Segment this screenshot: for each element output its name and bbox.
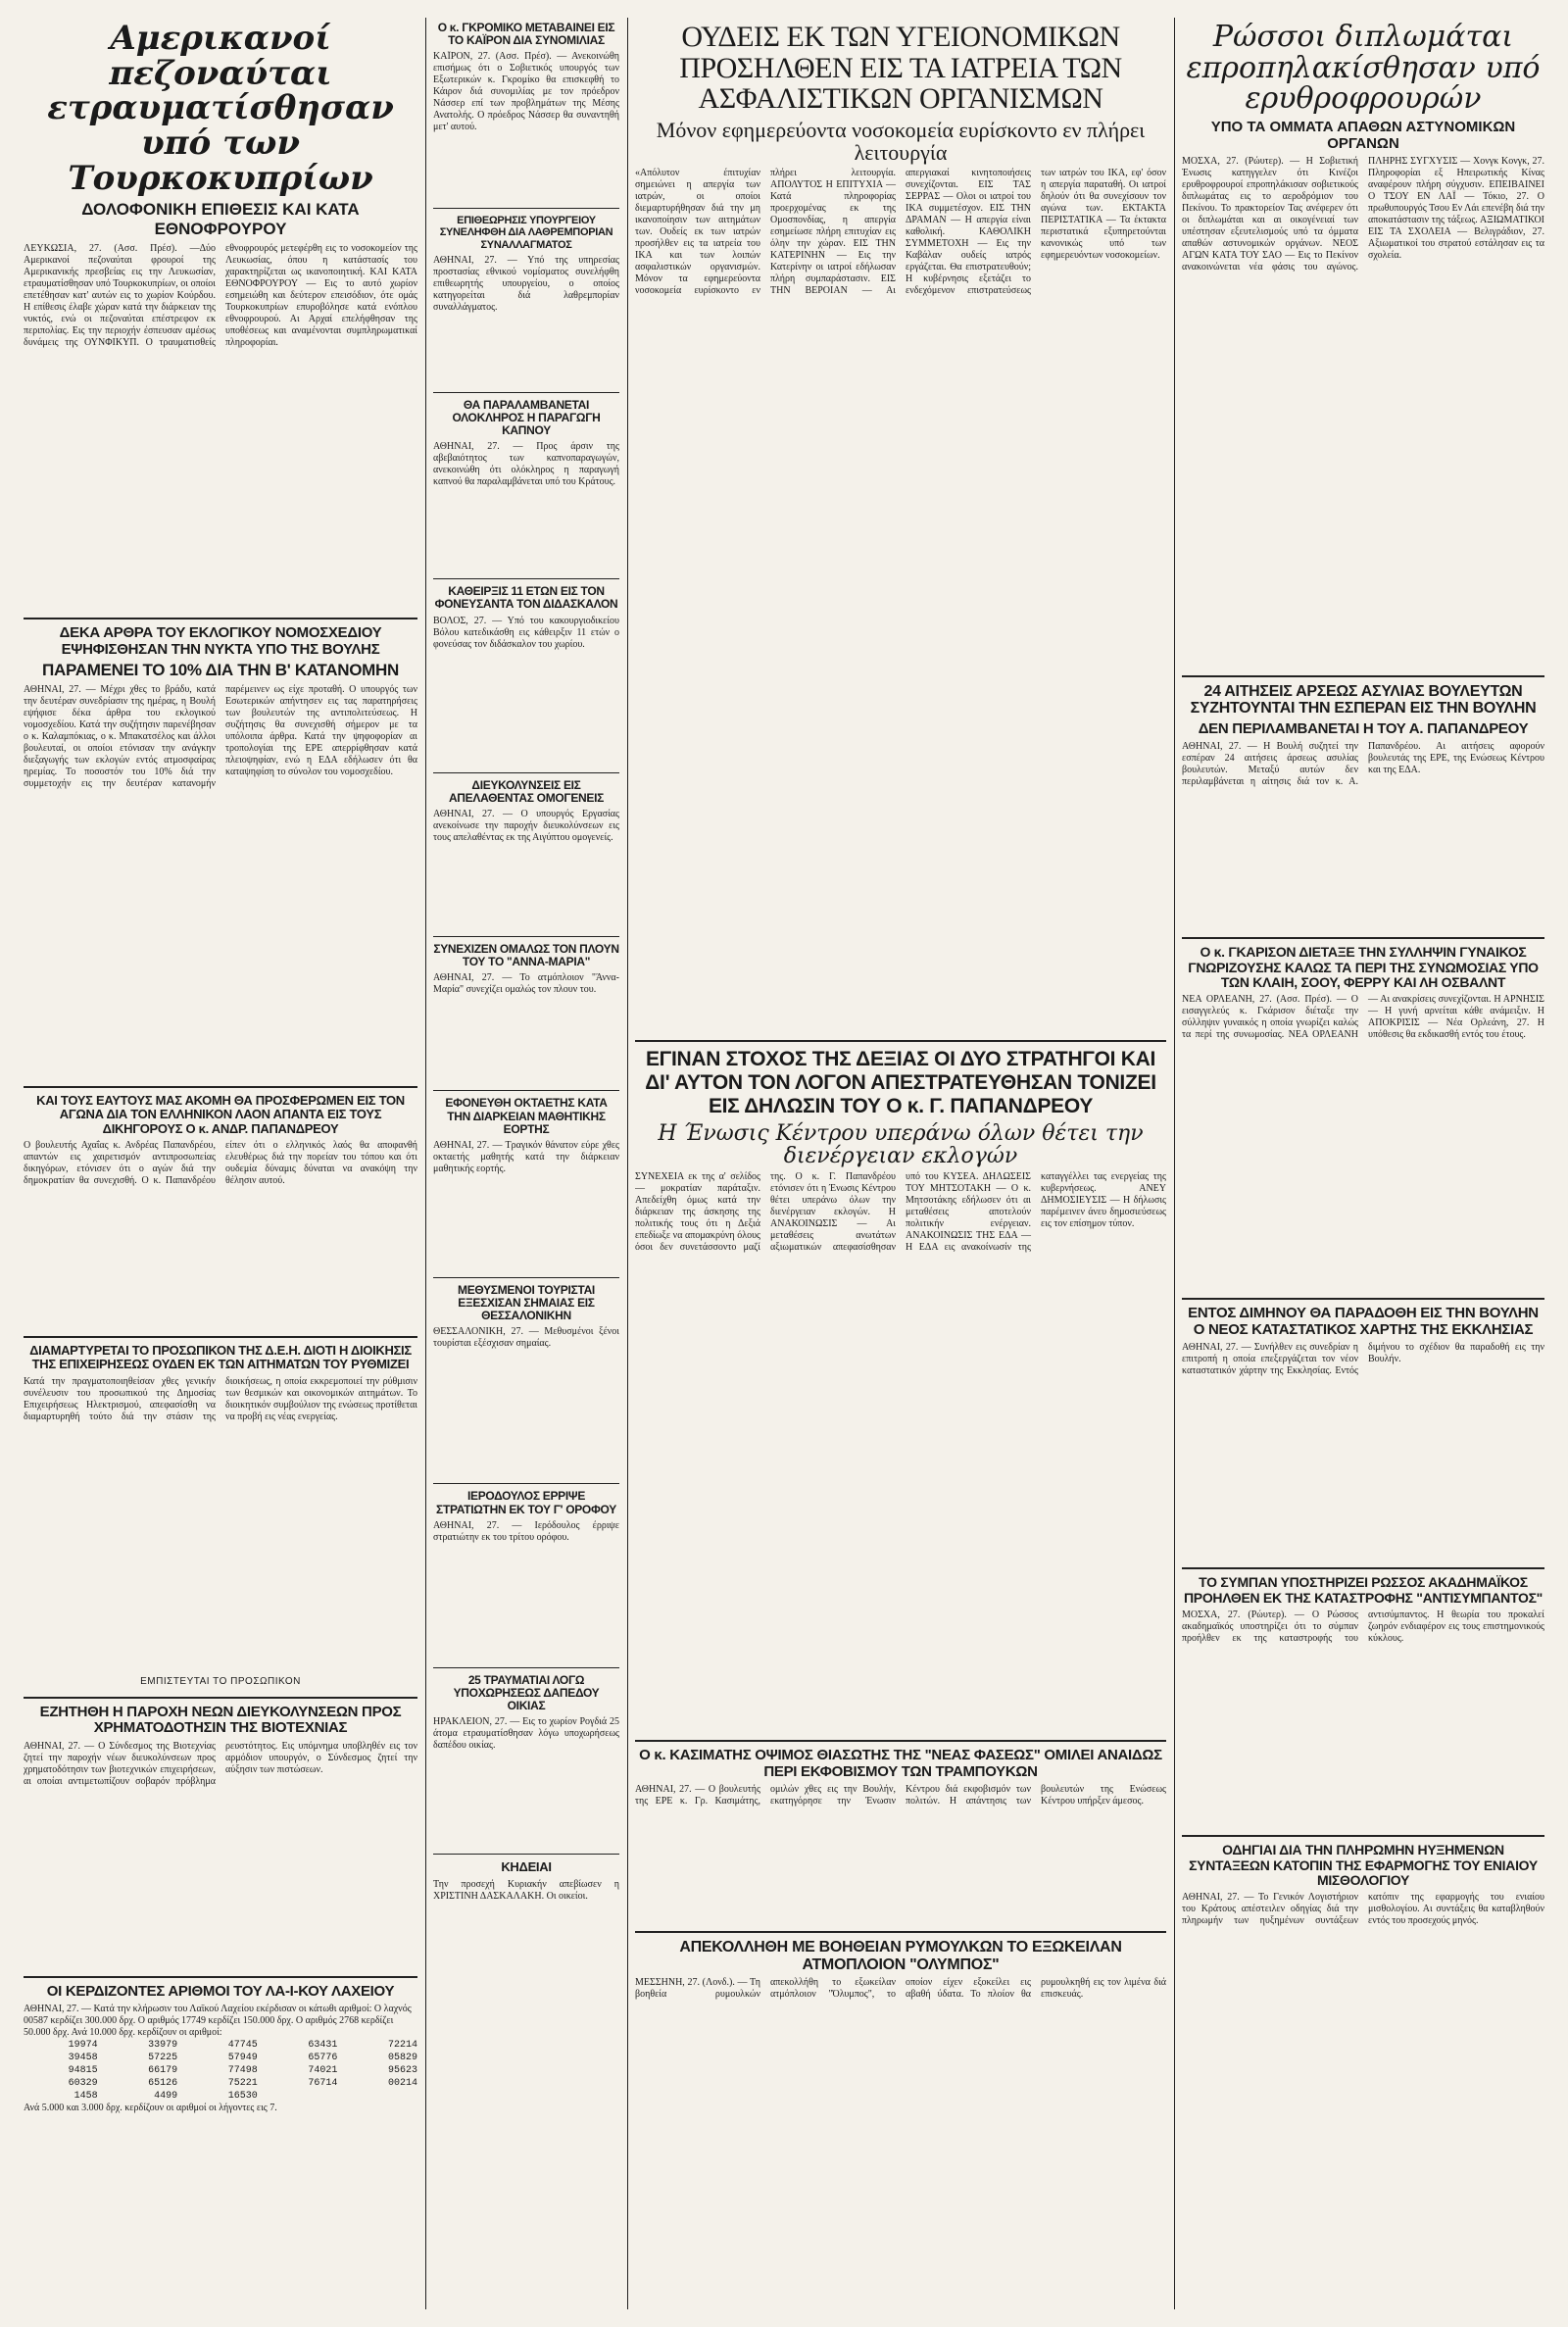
article-teacher-murder <box>433 585 619 762</box>
article-body: ΛΕΥΚΩΣΙΑ, 27. (Ασσ. Πρέσ). —Δύο Αμερικανοί πεζοναύται φρουροί της Αμερικανικής πρεσβείας εις την Λευκωσίαν, ετραυματίσθησαν υπό Τουρκοκυπρίων, οι οποίοι επετέθησαν κατ' αυτών εις το χωρίον Κούρδου. Η επίθεσις έλαβε χώραν κατά την διάρκειαν της νυκτός, ενώ οι πεζοναύται επέστρεφον εκ περιπολίας. Εις την περιοχήν έσπευσαν αμέσως δυνάμεις της ΟΥΝΦΙΚΥΠ. Ο τραυματισθείς εθνοφρουρός μετεφέρθη εις το νοσοκομείον της Λευκωσίας, όπου η κατάστασίς του χαρακτηρίζεται ως ικανοποιητική. ΚΑΙ ΚΑΤΑ ΕΘΝΟΦΡΟΥΡΟΥ — Εις το αυτό χωρίον εσημειώθη και δεύτερον επεισόδιον, ότε ομάς Τουρκοκυπρίων επυροβόλησε κατά ενόπλου εθνοφρουρού. Αι Αρχαί επελήφθησαν της υποθέσεως και αναμένονται συμπληρωματικαί πληροφορίαι. <box>24 243 417 349</box>
headline: ΚΑΙ ΤΟΥΣ ΕΑΥΤΟΥΣ ΜΑΣ ΑΚΟΜΗ ΘΑ ΠΡΟΣΦΕΡΩΜΕΝ ΕΙΣ ΤΟΝ ΑΓΩΝΑ ΔΙΑ ΤΟΝ ΕΛΛΗΝΙΚΟΝ ΛΑΟΝ ΑΠΑΝΤΑ ΕΙΣ ΤΟΥΣ ΔΙΚΗΓΟΡΟΥΣ Ο κ. ΑΝΔΡ. ΠΑΠΑΝΔΡΕΟΥ <box>36 1093 405 1136</box>
headline: Ο κ. ΚΑΣΙΜΑΤΗΣ ΟΨΙΜΟΣ ΘΙΑΣΩΤΗΣ ΤΗΣ "ΝΕΑΣ ΦΑΣΕΩΣ" ΟΜΙΛΕΙ ΑΝΑΙΔΩΣ ΠΕΡΙ ΕΚΦΟΒΙΣΜΟΥ ΤΩΝ ΤΡΑΜΠΟΥΚΩΝ <box>639 1747 1162 1780</box>
article-body: Κατά την πραγματοποιηθείσαν χθες γενικήν συνέλευσιν του προσωπικού της Δημοσίας Επιχειρήσεως Ηλεκτρισμού, απεφασίσθη να διαμαρτυρηθή τούτο διά την στάσιν της διοικήσεως, η οποία εκκρεμοποιεί την ρύθμισιν των θεσμικών και οικονομικών αιτημάτων. Το διοικητικόν συμβούλιον της ενώσεως προτίθεται να προβή εις νέας ενεργείας. <box>24 1375 417 1422</box>
article-body: ΑΘΗΝΑΙ, 27. — Ο βουλευτής της ΕΡΕ κ. Γρ. Κασιμάτης, ομιλών χθες εις την Βουλήν, εκατηγόρησε την Ένωσιν Κέντρου διά εκφοβισμόν των πολιτών. Η απάντησις των βουλευτών της Ενώσεως Κέντρου υπήρξεν άμεσος. <box>635 1784 1166 1807</box>
lottery-number: 77498 <box>227 2065 258 2077</box>
article-soldier-thrown <box>433 1490 619 1657</box>
headline: ΕΖΗΤΗΘΗ Η ΠΑΡΟΧΗ ΝΕΩΝ ΔΙΕΥΚΟΛΥΝΣΕΩΝ ΠΡΟΣ ΧΡΗΜΑΤΟΔΟΤΗΣΙΝ ΤΗΣ ΒΙΟΤΕΧΝΙΑΣ <box>39 1703 402 1737</box>
article-anna-maria <box>433 943 619 1080</box>
divider <box>24 1976 417 1978</box>
article-antiuniverse <box>1182 1575 1544 1825</box>
article-body: Ο βουλευτής Αχαΐας κ. Ανδρέας Παπανδρέου, απαντών εις χαιρετισμόν αντιπροσωπείας δικηγόρων, ετόνισεν ότι ο αγών διά την δημοκρατίαν θα συνεχισθή. Ο κ. Παπανδρέου είπεν ότι ο ελληνικός λαός θα αποφανθή ελευθέρως διά την πορείαν του τόπου και ότι ουδεμία δύναμις δύναται να ανακόψη την θέλησιν αυτού. <box>24 1140 417 1187</box>
lottery-number: 00214 <box>387 2078 417 2090</box>
article-olympos-ship <box>635 1939 1166 2173</box>
article-body: ΘΕΣΣΑΛΟΝΙΚΗ, 27. — Μεθυσμένοι ξένοι τουρίσται εξέσχισαν σημαίας. <box>433 1326 619 1350</box>
article-body: ΜΟΣΧΑ, 27. (Ρώυτερ). — Η Σοβιετική Ένωσις κατηγγελεν ότι Κινέζοι ερυθροφρουροί επροπηλάκισαν σοβιετικούς διπλωμάτας εις το αεροδρόμιον του Πεκίνου. Το πρακτορείον Τας ανέφερεν ότι οι διπλωμάται και αι οικογένειαί των υπέστησαν εξευτελισμούς υπό τα όμματα απαθών αστυνομικών οργάνων. ΝΕΟΣ ΑΓΩΝ ΚΑΤΑ ΤΟΥ ΣΑΟ — Εις το Πεκίνον ανακοινώνεται νέα φάσις του αγώνος. ΠΛΗΡΗΣ ΣΥΓΧΥΣΙΣ — Χονγκ Κονγκ, 27. Πληροφορίαι εξ Ηπειρωτικής Κίνας αναφέρουν πλήρη σύγχυσιν. ΕΠΕΙΒΑΙΝΕΙ Ο ΤΣΟΥ ΕΝ ΛΑΪ — Τόκιο, 27. Ο πρωθυπουργός Τσου Εν Λάι επενέβη διά την αποκατάστασιν της τάξεως. ΑΞΙΩΜΑΤΙΚΟΙ ΕΙΣ ΤΑ ΣΧΟΛΕΙΑ — Βελιγράδιον, 27. Αξιωματικοί του στρατού εστάλησαν εις τα σχολεία. <box>1182 155 1544 272</box>
article-body: ΑΘΗΝΑΙ, 27. — Υπό της υπηρεσίας προστασίας εθνικού νομίσματος συνελήφθη επιθεωρητής υπουργείου, ο οποίος κατηγορείται διά λαθρεμπορίαν συναλλάγματος. <box>433 254 619 313</box>
divider <box>24 1086 417 1088</box>
article-gromyko <box>433 22 619 198</box>
divider <box>433 578 619 579</box>
divider <box>433 392 619 393</box>
article-body: ΑΘΗΝΑΙ, 27. — Ο Σύνδεσμος της Βιοτεχνίας ζητεί την παροχήν νέων διευκολύνσεων προς χρηματοδότησιν των βιοτεχνικών επιχειρήσεων, αι οποίαι αντιμετωπίζουν σοβαρόν πρόβλημα ρευστότητος. Εις υπόμνημα υποβληθέν εις τον αρμόδιον υπουργόν, ο Σύνδεσμος ζητεί την αύξησιν των πιστώσεων. <box>24 1740 417 1787</box>
headline: Αμερικανοί πεζοναύται ετραυματίσθησαν υπό των Τουρκοκυπρίων <box>47 19 394 198</box>
lottery-number: 47745 <box>227 2040 258 2052</box>
article-doctors-strike <box>635 22 1166 1030</box>
divider <box>433 1854 619 1855</box>
subheadline: ΔΟΛΟΦΟΝΙΚΗ ΕΠΙΘΕΣΙΣ ΚΑΙ ΚΑΤΑ ΕΘΝΟΦΡΟΥΡΟΥ <box>81 200 360 239</box>
lottery-number: 05829 <box>387 2053 417 2064</box>
article-lottery <box>24 1984 417 2115</box>
divider <box>24 1697 417 1699</box>
lottery-number: 57949 <box>227 2053 258 2064</box>
article-body: ΑΘΗΝΑΙ, 27. — Ο υπουργός Εργασίας ανεκοίνωσε την παροχήν διευκολύνσεων εις τους απελαθέντας εκ της Αιγύπτου ομογενείς. <box>433 808 619 843</box>
divider <box>635 1931 1166 1933</box>
lottery-number: 19974 <box>68 2040 98 2052</box>
column-rule <box>425 18 426 2309</box>
headline: ΑΠΕΚΟΛΛΗΘΗ ΜΕ ΒΟΗΘΕΙΑΝ ΡΥΜΟΥΛΚΩΝ ΤΟ ΕΞΩΚΕΙΛΑΝ ΑΤΜΟΠΛΟΙΟΝ "ΟΛΥΜΠΟΣ" <box>679 1939 1122 1973</box>
lottery-number: 75221 <box>227 2078 258 2090</box>
headline: ΟΔΗΓΙΑΙ ΔΙΑ ΤΗΝ ΠΛΗΡΩΜΗΝ ΗΥΞΗΜΕΝΩΝ ΣΥΝΤΑΞΕΩΝ ΚΑΤΟΠΙΝ ΤΗΣ ΕΦΑΡΜΟΓΗΣ ΤΟΥ ΕΝΙΑΙΟΥ ΜΙΣΘΟΛΟΓΙΟΥ <box>1189 1842 1538 1888</box>
newspaper-page <box>18 18 1550 2309</box>
lottery-number: 39458 <box>68 2053 98 2064</box>
lottery-number: 94815 <box>68 2065 98 2077</box>
subheadline: ΔΕΝ ΠΕΡΙΛΑΜΒΑΝΕΤΑΙ Η ΤΟΥ Α. ΠΑΠΑΝΔΡΕΟΥ <box>1198 719 1529 737</box>
lottery-number: 33979 <box>148 2040 178 2052</box>
article-crafts-financing <box>24 1705 417 1966</box>
headline: 24 ΑΙΤΗΣΕΙΣ ΑΡΣΕΩΣ ΑΣΥΛΙΑΣ ΒΟΥΛΕΥΤΩΝ ΣΥΖΗΤΟΥΝΤΑΙ ΤΗΝ ΕΣΠΕΡΑΝ ΕΙΣ ΤΗΝ ΒΟΥΛΗΝ <box>1190 682 1537 718</box>
divider <box>433 1090 619 1091</box>
lottery-number: 57225 <box>148 2053 178 2064</box>
article-expelled-greeks <box>433 779 619 926</box>
article-body: ΚΑΪΡΟΝ, 27. (Ασσ. Πρέσ). — Ανεκοινώθη επισήμως ότι ο Σοβιετικός υπουργός των Εξωτερικών κ. Γκρομίκο θα επισκεφθή το Κάιρον διά συνομιλίας με τον πρόεδρον Νάσσερ επί των προβλημάτων της Μέσης Ανατολής. Ο πρόεδρος Νάσσερ θα συναντηθή μετ' αυτού. <box>433 51 619 133</box>
article-body: ΑΘΗΝΑΙ, 27. — Μέχρι χθες το βράδυ, κατά την δευτέραν συνεδρίασιν της ημέρας, η Βουλή εψήφισε δέκα άρθρα του εκλογικού νομοσχεδίου. Κατά την συζήτησιν παρενέβησαν ο κ. Καλαμπόκιας, ο κ. Μπακατσέλος και άλλοι βουλευταί, οι οποίοι ετόνισαν την ανάγκην διεξαγωγής των εκλογών εντός ατμοσφαίρας ηρεμίας. Το ποσοστόν του 10% διά την συμμετοχήν εις την δευτέραν κατανομήν παρέμεινεν ως είχε προταθή. Ο υπουργός των Εσωτερικών απήντησεν εις τας παρατηρήσεις των βουλευτών της αντιπολιτεύσεως. Η συζήτησις θα συνεχισθή σήμερον με τα υπόλοιπα άρθρα. Κατά την ψηφοφορίαν αι τροπολογίαι της ΕΡΕ απερρίφθησαν κατά πλειοψηφίαν, ενώ η ΕΔΑ εδήλωσεν ότι θα καταψηφίση το σύνολον του νομοσχεδίου. <box>24 684 417 790</box>
subheadline: Μόνον εφημερεύοντα νοσοκομεία ευρίσκοντο εν πλήρει λειτουργία <box>656 117 1146 165</box>
article-pensions <box>1182 1843 1544 2186</box>
divider <box>24 1336 417 1338</box>
article-soviet-diplomats <box>1182 22 1544 666</box>
article-body: ΑΘΗΝΑΙ, 27. — Συνήλθεν εις συνεδρίαν η επιτροπή η οποία επεξεργάζεται τον νέον καταστατικόν χάρτην της Εκκλησίας. Εντός διμήνου το σχέδιον θα παραδοθή εις την Βουλήν. <box>1182 1342 1544 1377</box>
lottery-intro: ΑΘΗΝΑΙ, 27. — Κατά την κλήρωσιν του Λαϊκού Λαχείου εκέρδισαν οι κάτωθι αριθμοί: Ο λαχνός 00587 κερδίζει 300.000 δρχ. Ο αριθμός 17749 κερδίζει 150.000 δρχ. Ο αριθμός 2768 κερδίζει 50.000 δρχ. Ανά 10.000 δρχ. κερδίζουν οι αριθμοί: <box>24 2004 412 2039</box>
lottery-number: 76714 <box>308 2078 338 2090</box>
subheadline: Η Ένωσις Κέντρου υπεράνω όλων θέτει την διενέργειαν εκλογών <box>658 1121 1144 1169</box>
subheadline: ΥΠΟ ΤΑ ΟΜΜΑΤΑ ΑΠΑΘΩΝ ΑΣΤΥΝΟΜΙΚΩΝ ΟΡΓΑΝΩΝ <box>1210 118 1516 152</box>
divider <box>635 1040 1166 1042</box>
headline: ΚΑΘΕΙΡΞΙΣ 11 ΕΤΩΝ ΕΙΣ ΤΟΝ ΦΟΝΕΥΣΑΝΤΑ ΤΟΝ ΔΙΔΑΣΚΑΛΟΝ <box>434 584 618 612</box>
headline: ΟΙ ΚΕΡΔΙΖΟΝΤΕΣ ΑΡΙΘΜΟΙ ΤΟΥ ΛΑ-Ι-ΚΟΥ ΛΑΧΕΙΟΥ <box>46 1982 395 2000</box>
divider <box>1182 1835 1544 1837</box>
article-church-charter <box>1182 1306 1544 1558</box>
divider <box>433 1277 619 1278</box>
divider <box>433 1483 619 1484</box>
article-body: ΣΥΝΕΧΕΙΑ εκ της α' σελίδος — μοκρατίαν παράταξιν. Απεδείχθη όμως κατά την διάρκειαν της άσκησης της πολιτικής τους ότι η Δεξιά επεδίωξε να απομακρύνη όλους όσοι δεν συνετάσσοντο μαζί της. Ο κ. Γ. Παπανδρέου ετόνισεν ότι η Ένωσις Κέντρου θέτει υπεράνω όλων την διενέργειαν εκλογών. Η ΑΝΑΚΟΙΝΩΣΙΣ — Αι μεταθέσεις ανωτάτων αξιωματικών απεφασίσθησαν υπό του ΚΥΣΕΑ. ΔΗΛΩΣΕΙΣ ΤΟΥ ΜΗΤΣΟΤΑΚΗ — Ο κ. Μητσοτάκης εδήλωσεν ότι αι μεταθέσεις αποτελούν πολιτικήν ενέργειαν. ΑΝΑΚΟΙΝΩΣΙΣ ΤΗΣ ΕΔΑ — Η ΕΔΑ εις ανακοίνωσίν της καταγγέλλει τας ενεργείας της κυβερνήσεως. ΑΝΕΥ ΔΗΜΟΣΙΕΥΣΙΣ — Η δήλωσις παρέμεινεν άνευ δημοσιεύσεως εις τον επίσημον τύπον. <box>635 1171 1166 1254</box>
lottery-outro: Ανά 5.000 και 3.000 δρχ. κερδίζουν οι αριθμοί οι λήγοντες εις 7. <box>24 2103 277 2114</box>
column-right <box>1176 18 1550 2309</box>
lottery-number: 95623 <box>387 2065 417 2077</box>
article-drunk-tourists <box>433 1284 619 1474</box>
article-body: ΗΡΑΚΛΕΙΟΝ, 27. — Εις το χωρίον Ρογδιά 25 άτομα ετραυματίσθησαν λόγω υποχωρήσεως δαπέδου οικίας. <box>433 1716 619 1752</box>
headline: 25 ΤΡΑΥΜΑΤΙΑΙ ΛΟΓΩ ΥΠΟΧΩΡΗΣΕΩΣ ΔΑΠΕΔΟΥ ΟΙΚΙΑΣ <box>453 1672 600 1713</box>
article-a-papandreou-lawyers <box>24 1094 417 1326</box>
article-immunity <box>1182 683 1544 928</box>
headline: ΘΑ ΠΑΡΑΛΑΜΒΑΝΕΤΑΙ ΟΛΟΚΛΗΡΟΣ Η ΠΑΡΑΓΩΓΗ ΚΑΠΝΟΥ <box>452 397 601 438</box>
headline: Ο κ. ΓΚΑΡΙΣΟΝ ΔΙΕΤΑΞΕ ΤΗΝ ΣΥΛΛΗΨΙΝ ΓΥΝΑΙΚΟΣ ΓΝΩΡΙΖΟΥΣΗΣ ΚΑΛΩΣ ΤΑ ΠΕΡΙ ΤΗΣ ΣΥΝΩΜΟΣΙΑΣ ΥΠΟ ΤΩΝ ΚΛΑΙΗ, ΣΟΟΥ, ΦΕΡΡΥ ΚΑΙ ΛΗ ΟΣΒΑΛΝΤ <box>1188 944 1539 990</box>
headline: ΙΕΡΟΔΟΥΛΟΣ ΕΡΡΙΨΕ ΣΤΡΑΤΙΩΤΗΝ ΕΚ ΤΟΥ Γ' ΟΡΟΦΟΥ <box>436 1489 616 1516</box>
headline: ΚΗΔΕΙΑΙ <box>501 1859 552 1875</box>
article-body: ΝΕΑ ΟΡΛΕΑΝΗ, 27. (Ασσ. Πρέσ). — Ο εισαγγελεύς κ. Γκάρισον διέταξε την σύλληψιν γυναικός η οποία γνωρίζει καλώς τα περί της συνωμοσίας. ΝΕΑ ΟΡΛΕΑΝΗ — Αι ανακρίσεις συνεχίζονται. Η ΑΡΝΗΣΙΣ — Η γυνή αρνείται κάθε ανάμειξιν. Η ΑΠΟΚΡΙΣΙΣ — Νέα Ορλεάνη, 27. Η υπόθεσις θα εκδικασθή εντός του έτους. <box>1182 994 1544 1041</box>
article-body: «Απόλυτον έπιτυχίαν σημειώνει η απεργία των ιατρών, οι οποίοι διεμαρτυρήθησαν διά την μη ικανοποίησιν των αιτημάτων των. Ουδείς εκ των ιατρών προσήλθεν εις τα ιατρεία του ΙΚΑ και των λοιπών ασφαλιστικών οργανισμών. Μόνον τα εφημερεύοντα νοσοκομεία ευρίσκοντο εν πλήρει λειτουργία. ΑΠΟΛΥΤΟΣ Η ΕΠΙΤΥΧΙΑ — Κατά πληροφορίας προερχομένας εκ της Ομοσπονδίας, η απεργία εσημείωσε πλήρη επιτυχίαν εις όλην την χώραν. ΕΙΣ ΤΗΝ ΚΑΤΕΡΙΝΗΝ — Εις την Κατερίνην οι ιατροί εδήλωσαν πλήρη συμπαράστασιν. ΕΙΣ ΤΗΝ ΒΕΡΟΙΑΝ — Αι απεργιακαί κινητοποιήσεις συνεχίζονται. ΕΙΣ ΤΑΣ ΣΕΡΡΑΣ — Ολοι οι ιατροί του ΙΚΑ συμμετέσχον. ΕΙΣ ΤΗΝ ΔΡΑΜΑΝ — Η απεργία είναι καθολική. ΚΑΘΟΛΙΚΗ ΣΥΜΜΕΤΟΧΗ — Εις την Καβάλαν ουδείς ιατρός εργάζεται. Θα επιστρατευθούν; Η κυβέρνησις εξετάζει το ενδεχόμενον επιστρατεύσεως των ιατρών του ΙΚΑ, εφ' όσον η απεργία παραταθή. Οι ιατροί δηλούν ότι θα συνεχίσουν τον αγώνα των. ΕΚΤΑΚΤΑ ΠΕΡΙΣΤΑΤΙΚΑ — Τα έκτακτα περιστατικά εξυπηρετούνται κανονικώς υπό των εφημερευόντων νοσοκομείων. <box>635 167 1166 296</box>
headline: ΕΠΙΘΕΩΡΗΣΙΣ ΥΠΟΥΡΓΕΙΟΥ ΣΥΝΕΛΗΦΘΗ ΔΙΑ ΛΑΘΡΕΜΠΟΡΙΑΝ ΣΥΝΑΛΛΑΓΜΑΤΟΣ <box>439 215 613 251</box>
headline: Ο κ. ΓΚΡΟΜΙΚΟ ΜΕΤΑΒΑΙΝΕΙ ΕΙΣ ΤΟ ΚΑΪΡΟΝ ΔΙΑ ΣΥΝΟΜΙΛΙΑΣ <box>437 21 615 48</box>
article-garrison <box>1182 945 1544 1288</box>
column-rule <box>627 18 628 2309</box>
divider <box>1182 1567 1544 1569</box>
headline: ΤΟ ΣΥΜΠΑΝ ΥΠΟΣΤΗΡΙΖΕΙ ΡΩΣΣΟΣ ΑΚΑΔΗΜΑΪΚΟΣ ΠΡΟΗΛΘΕΝ ΕΚ ΤΗΣ ΚΑΤΑΣΤΡΟΦΗΣ "ΑΝΤΙΣΥΜΠΑΝΤΟΣ" <box>1183 1574 1544 1606</box>
article-body: ΜΕΣΣΗΝΗ, 27. (Λονδ.). — Τη βοηθεία ρυμουλκών απεκολλήθη το εξωκείλαν ατμόπλοιον "Όλυμπος", το οποίον είχεν εξοκείλει εις αβαθή ύδατα. Το πλοίον θα ρυμουλκηθή εις τον λιμένα διά επισκευάς. <box>635 1977 1166 2001</box>
divider <box>24 618 417 619</box>
article-body: ΑΘΗΝΑΙ, 27. — Ιερόδουλος έρριψε στρατιώτην εκ του τρίτου ορόφου. <box>433 1519 619 1543</box>
article-body: ΑΘΗΝΑΙ, 27. — Η Βουλή συζητεί την εσπέραν 24 αιτήσεις άρσεως ασυλίας βουλευτών. Μεταξύ αυτών δεν περιλαμβάνεται η αίτησις διά τον κ. Α. Παπανδρέου. Αι αιτήσεις αφορούν βουλευτάς της ΕΡΕ, της Ενώσεως Κέντρου και της ΕΔΑ. <box>1182 741 1544 788</box>
divider <box>433 772 619 773</box>
section-label: ΕΜΠΙΣΤΕΥΤΑΙ ΤΟ ΠΡΟΣΩΠΙΚΟΝ <box>140 1675 301 1687</box>
article-dei-staff <box>24 1344 417 1687</box>
column-center <box>629 18 1172 2309</box>
article-body: ΑΘΗΝΑΙ, 27. — Τραγικόν θάνατον εύρε χθες οκταετής μαθητής κατά την διάρκειαν μαθητικής εορτής. <box>433 1139 619 1174</box>
lottery-number: 16530 <box>227 2091 258 2103</box>
article-body: Την προσεχή Κυριακήν απεβίωσεν η ΧΡΙΣΤΙΝΗ ΔΑΣΚΑΛΑΚΗ. Οι οικείοι. <box>433 1878 619 1902</box>
column-rule <box>1174 18 1175 2309</box>
article-body: ΑΘΗΝΑΙ, 27. — Το ατμόπλοιον "Άννα-Μαρία" συνεχίζει ομαλώς τον πλουν του. <box>433 972 619 996</box>
lottery-number: 1458 <box>74 2091 98 2103</box>
article-body: ΜΟΣΧΑ, 27. (Ρώυτερ). — Ο Ρώσσος ακαδημαϊκός υποστηρίζει ότι το σύμπαν προήλθεν εκ της καταστροφής του αντισύμπαντος. Η θεωρία του προκαλεί ζωηρόν ενδιαφέρον εις τους επιστημονικούς κύκλους. <box>1182 1609 1544 1645</box>
article-tobacco <box>433 399 619 569</box>
lottery-numbers <box>24 2039 417 2103</box>
divider <box>433 936 619 937</box>
article-body: ΑΘΗΝΑΙ, 27. — Το Γενικόν Λογιστήριον του Κράτους απέστειλεν οδηγίας διά την πληρωμήν των ηυξημένων συντάξεων κατόπιν της εφαρμογής του ενιαίου μισθολογίου. Αι συντάξεις θα καταβληθούν εντός του προσεχούς μηνός. <box>1182 1892 1544 1927</box>
lottery-number: 74021 <box>308 2065 338 2077</box>
divider <box>1182 675 1544 677</box>
headline: Ρώσσοι διπλωμάται επροπηλακίσθησαν υπό ερυθροφρουρών <box>1186 20 1541 116</box>
article-body: ΒΟΛΟΣ, 27. — Υπό του κακουργιοδικείου Βόλου κατεδικάσθη εις κάθειρξιν 11 ετών ο φονεύσας τον διδάσκαλον του χωρίου. <box>433 615 619 650</box>
headline: ΕΓΙΝΑΝ ΣΤΟΧΟΣ ΤΗΣ ΔΕΞΙΑΣ ΟΙ ΔΥΟ ΣΤΡΑΤΗΓΟΙ ΚΑΙ ΔΙ' ΑΥΤΟΝ ΤΟΝ ΛΟΓΟΝ ΑΠΕΣΤΡΑΤΕΥΘΗΣΑΝ ΤΟΝΙΖΕΙ ΕΙΣ ΔΗΛΩΣΙΝ ΤΟΥ Ο κ. Γ. ΠΑΠΑΝΔΡΕΟΥ <box>645 1047 1156 1117</box>
headline: ΔΕΚΑ ΑΡΘΡΑ ΤΟΥ ΕΚΛΟΓΙΚΟΥ ΝΟΜΟΣΧΕΔΙΟΥ ΕΨΗΦΙΣΘΗΣΑΝ ΤΗΝ ΝΥΚΤΑ ΥΠΟ ΤΗΣ ΒΟΥΛΗΣ <box>59 624 382 658</box>
lottery-number: 60329 <box>68 2078 98 2090</box>
article-student-death <box>433 1097 619 1267</box>
lottery-number: 66179 <box>148 2065 178 2077</box>
article-funerals <box>433 1860 619 2005</box>
divider <box>433 208 619 209</box>
subheadline: ΠΑΡΑΜΕΝΕΙ ΤΟ 10% ΔΙΑ ΤΗΝ Β' ΚΑΤΑΝΟΜΗΝ <box>42 661 399 680</box>
headline: ΔΙΑΜΑΡΤΥΡΕΤΑΙ ΤΟ ΠΡΟΣΩΠΙΚΟΝ ΤΗΣ Δ.Ε.Η. ΔΙΟΤΙ Η ΔΙΟΙΚΗΣΙΣ ΤΗΣ ΕΠΙΧΕΙΡΗΣΕΩΣ ΟΥΔΕΝ ΕΚ ΤΩΝ ΑΙΤΗΜΑΤΩΝ ΤΟΥ ΡΥΘΜΙΖΕΙ <box>29 1343 412 1372</box>
lottery-number: 65776 <box>308 2053 338 2064</box>
article-floor-collapse <box>433 1674 619 1845</box>
lottery-number: 4499 <box>154 2091 178 2103</box>
column-left <box>18 18 423 2309</box>
article-body: ΑΘΗΝΑΙ, 27. — Προς άρσιν της αβεβαιότητος των καπνοπαραγωγών, ανεκοινώθη ότι ολόκληρος η παραγωγή καπνού θα παραλαμβάνεται υπό του Κράτους. <box>433 441 619 488</box>
article-kasimatis <box>635 1748 1166 1921</box>
column-narrow <box>427 18 625 2309</box>
article-generals <box>635 1048 1166 1731</box>
lottery-number: 72214 <box>387 2040 417 2052</box>
lottery-number: 63431 <box>308 2040 338 2052</box>
lottery-number: 65126 <box>148 2078 178 2090</box>
headline: ΕΝΤΟΣ ΔΙΜΗΝΟΥ ΘΑ ΠΑΡΑΔΟΘΗ ΕΙΣ ΤΗΝ ΒΟΥΛΗΝ Ο ΝΕΟΣ ΚΑΤΑΣΤΑΤΙΚΟΣ ΧΑΡΤΗΣ ΤΗΣ ΕΚΚΛΗΣΙΑΣ <box>1188 1305 1539 1338</box>
article-inspector-arrested <box>433 215 619 381</box>
divider <box>635 1740 1166 1742</box>
headline: ΕΦΟΝΕΥΘΗ ΟΚΤΑΕΤΗΣ ΚΑΤΑ ΤΗΝ ΔΙΑΡΚΕΙΑΝ ΜΑΘΗΤΙΚΗΣ ΕΟΡΤΗΣ <box>445 1096 608 1136</box>
headline: ΜΕΘΥΣΜΕΝΟΙ ΤΟΥΡΙΣΤΑΙ ΕΞΕΣΧΙΣΑΝ ΣΗΜΑΙΑΣ ΕΙΣ ΘΕΣΣΑΛΟΝΙΚΗΝ <box>458 1282 595 1323</box>
article-electoral-bill <box>24 625 417 1076</box>
divider <box>433 1667 619 1668</box>
divider <box>1182 937 1544 939</box>
article-us-marines <box>24 19 417 608</box>
headline: ΔΙΕΥΚΟΛΥΝΣΕΙΣ ΕΙΣ ΑΠΕΛΑΘΕΝΤΑΣ ΟΜΟΓΕΝΕΙΣ <box>448 777 605 805</box>
headline: ΣΥΝΕΧΙΖΕΝ ΟΜΑΛΩΣ ΤΟΝ ΠΛΟΥΝ ΤΟΥ ΤΟ "ΑΝΝΑ-ΜΑΡΙΑ" <box>433 941 619 969</box>
headline: ΟΥΔΕΙΣ ΕΚ ΤΩΝ ΥΓΕΙΟΝΟΜΙΚΩΝ ΠΡΟΣΗΛΘΕΝ ΕΙΣ ΤΑ ΙΑΤΡΕΙΑ ΤΩΝ ΑΣΦΑΛΙΣΤΙΚΩΝ ΟΡΓΑΝΙΣΜΩΝ <box>679 21 1122 115</box>
divider <box>1182 1298 1544 1300</box>
